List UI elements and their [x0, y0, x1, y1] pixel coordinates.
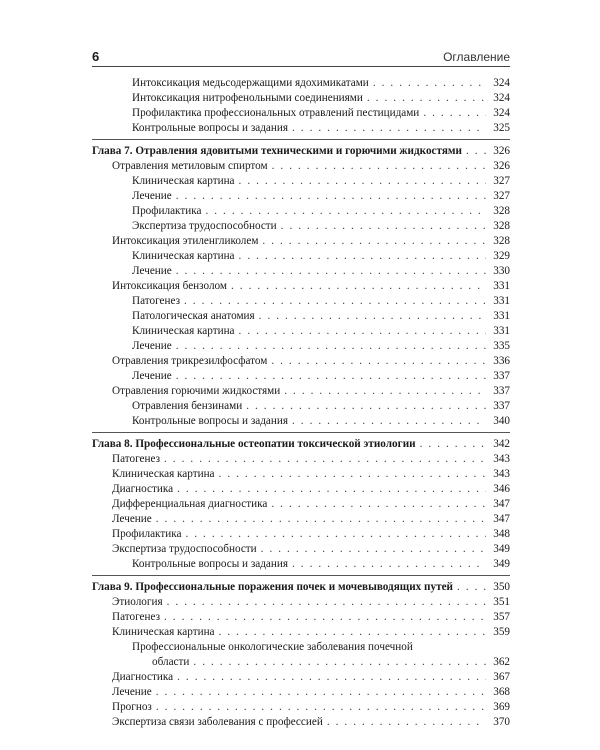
toc-entry-title: Интоксикация нитрофенольными соединениями — [132, 92, 363, 104]
toc-entry-title: Контрольные вопросы и задания — [132, 122, 288, 134]
toc-entry-title: Экспертиза трудоспособности — [112, 543, 257, 555]
toc-entry[interactable] — [92, 700, 510, 715]
toc-entry-title: Профилактика профессиональных отравлений пестицидами — [132, 107, 420, 119]
dot-leader — [271, 354, 486, 369]
toc-entry-page: 343 — [493, 468, 510, 480]
toc-entry-page: 347 — [493, 513, 510, 525]
toc-entry-title: Дифференциальная диагностика — [112, 498, 268, 510]
toc-entry-title: Этиология — [112, 596, 163, 608]
toc-entry-title: Экспертиза трудоспособности — [132, 220, 277, 232]
dot-leader — [239, 249, 486, 264]
toc-entry[interactable] — [92, 91, 510, 106]
toc-entry-page: 331 — [493, 280, 510, 292]
dot-leader — [259, 309, 486, 324]
toc-entry-page: 324 — [493, 107, 510, 119]
toc-entry[interactable] — [92, 354, 510, 369]
dot-leader — [373, 76, 486, 91]
dot-leader — [176, 264, 486, 279]
toc-entry-page: 326 — [493, 160, 510, 172]
dot-leader — [284, 384, 486, 399]
dot-leader — [367, 91, 486, 106]
toc-entry-page: 348 — [493, 528, 510, 540]
dot-leader — [272, 159, 486, 174]
toc-entry-title: Клиническая картина — [112, 626, 215, 638]
toc-chapter-heading[interactable] — [92, 580, 510, 595]
toc-entry-page: 336 — [493, 355, 510, 367]
toc-entry-page: 328 — [493, 235, 510, 247]
toc-entry[interactable] — [92, 369, 510, 384]
toc-entry[interactable] — [92, 512, 510, 527]
toc-entry[interactable] — [92, 279, 510, 294]
toc-entry-title: Лечение — [132, 340, 172, 352]
toc-entry[interactable] — [92, 715, 510, 730]
toc-entry-title: Клиническая картина — [132, 250, 235, 262]
dot-leader — [177, 482, 486, 497]
chapter-title: Глава 8. Профессиональные остеопатии токсической этиологии — [92, 438, 416, 450]
chapter-divider — [92, 139, 510, 140]
toc-entry-title: Отравления бензинами — [132, 400, 243, 412]
toc-entry[interactable] — [92, 234, 510, 249]
dot-leader — [177, 670, 486, 685]
toc-entry[interactable] — [92, 249, 510, 264]
toc-entry-title: Интоксикация бензолом — [112, 280, 227, 292]
toc-entry-title: Профессиональные онкологические заболевания почечной — [132, 641, 413, 653]
dot-leader — [292, 557, 486, 572]
toc-entry[interactable] — [92, 189, 510, 204]
toc-entry[interactable] — [92, 685, 510, 700]
toc-entry-title: Патологическая анатомия — [132, 310, 255, 322]
dot-leader — [423, 106, 486, 121]
toc-entry[interactable] — [92, 595, 510, 610]
toc-entry[interactable] — [92, 610, 510, 625]
section-title: Оглавление — [443, 50, 510, 64]
dot-leader — [262, 234, 486, 249]
toc-entry-page: 359 — [493, 626, 510, 638]
toc-entry-title: Прогноз — [112, 701, 152, 713]
dot-leader — [164, 452, 486, 467]
toc-entry-page: 346 — [493, 483, 510, 495]
toc-entry-page: 349 — [493, 558, 510, 570]
toc-entry-title: Клиническая картина — [132, 325, 235, 337]
toc-entry-title: Патогенез — [112, 453, 161, 465]
dot-leader — [167, 595, 486, 610]
toc-entry-page: 324 — [493, 77, 510, 89]
header-rule — [92, 66, 510, 67]
toc-entry-page: 327 — [493, 175, 510, 187]
dot-leader — [156, 685, 486, 700]
toc-entry-page: 342 — [493, 438, 510, 450]
toc-entry[interactable] — [92, 219, 510, 234]
toc-entry-title: Отравления горючими жидкостями — [112, 385, 281, 397]
dot-leader — [292, 414, 486, 429]
toc-entry[interactable] — [92, 670, 510, 685]
toc-entry-title: Контрольные вопросы и задания — [132, 415, 288, 427]
toc-entry-title: Экспертиза связи заболевания с профессией — [112, 716, 323, 728]
toc-entry[interactable] — [92, 399, 510, 414]
toc-entry[interactable] — [92, 384, 510, 399]
dot-leader — [184, 294, 486, 309]
toc-entry-page: 351 — [493, 596, 510, 608]
table-of-contents — [92, 76, 510, 730]
toc-entry-title: Клиническая картина — [132, 175, 235, 187]
dot-leader — [271, 497, 486, 512]
toc-entry-page: 369 — [493, 701, 510, 713]
toc-entry-title: Профилактика — [132, 205, 202, 217]
toc-entry[interactable] — [92, 159, 510, 174]
toc-chapter-heading[interactable] — [92, 144, 510, 159]
toc-entry-title: Диагностика — [112, 671, 174, 683]
dot-leader — [156, 512, 486, 527]
dot-leader — [176, 339, 486, 354]
toc-entry-page: 347 — [493, 498, 510, 510]
toc-entry-page: 324 — [493, 92, 510, 104]
toc-entry[interactable] — [92, 482, 510, 497]
chapter-divider — [92, 432, 510, 433]
dot-leader — [185, 527, 486, 542]
toc-entry[interactable] — [92, 542, 510, 557]
running-head — [92, 46, 510, 64]
dot-leader — [466, 144, 486, 159]
toc-entry-title: Отравления метиловым спиртом — [112, 160, 268, 172]
toc-entry[interactable] — [92, 76, 510, 91]
toc-entry-continuation[interactable] — [92, 655, 510, 670]
toc-entry-page: 331 — [493, 325, 510, 337]
toc-entry[interactable] — [92, 625, 510, 640]
toc-entry[interactable] — [92, 264, 510, 279]
toc-entry-page: 370 — [493, 716, 510, 728]
toc-entry-title: Патогенез — [132, 295, 181, 307]
chapter-divider — [92, 575, 510, 576]
toc-entry-page: 368 — [493, 686, 510, 698]
toc-entry[interactable] — [92, 497, 510, 512]
toc-entry[interactable] — [92, 324, 510, 339]
toc-entry-title: Лечение — [112, 513, 152, 525]
dot-leader — [292, 121, 486, 136]
toc-entry-title-continued: области — [152, 656, 190, 668]
dot-leader — [457, 580, 486, 595]
dot-leader — [246, 399, 486, 414]
dot-leader — [261, 542, 486, 557]
toc-entry-page: 337 — [493, 370, 510, 382]
toc-entry-page: 329 — [493, 250, 510, 262]
page-number: 6 — [92, 49, 100, 64]
toc-entry[interactable] — [92, 339, 510, 354]
dot-leader — [420, 437, 486, 452]
toc-entry-page: 331 — [493, 310, 510, 322]
toc-entry-page: 337 — [493, 385, 510, 397]
dot-leader — [239, 174, 486, 189]
toc-entry-title: Клиническая картина — [112, 468, 215, 480]
toc-entry[interactable] — [92, 527, 510, 542]
toc-entry-page: 331 — [493, 295, 510, 307]
dot-leader — [219, 467, 486, 482]
toc-entry-page: 337 — [493, 400, 510, 412]
toc-entry-title: Лечение — [112, 686, 152, 698]
toc-entry-page: 349 — [493, 543, 510, 555]
dot-leader — [205, 204, 486, 219]
toc-entry-title: Диагностика — [112, 483, 174, 495]
toc-entry[interactable] — [92, 452, 510, 467]
toc-entry[interactable] — [92, 294, 510, 309]
toc-entry-page: 343 — [493, 453, 510, 465]
toc-entry[interactable] — [92, 204, 510, 219]
toc-entry-page: 357 — [493, 611, 510, 623]
toc-chapter-heading[interactable] — [92, 437, 510, 452]
toc-entry-page: 335 — [493, 340, 510, 352]
toc-entry-page: 350 — [493, 581, 510, 593]
dot-leader — [176, 189, 486, 204]
toc-entry-title: Лечение — [132, 190, 172, 202]
toc-entry-title: Лечение — [132, 370, 172, 382]
toc-entry-page: 326 — [493, 145, 510, 157]
toc-entry[interactable] — [92, 414, 510, 429]
chapter-title: Глава 9. Профессиональные поражения почек и мочевыводящих путей — [92, 581, 453, 593]
toc-entry-title: Отравления трикрезилфосфатом — [112, 355, 268, 367]
toc-entry-page: 340 — [493, 415, 510, 427]
toc-entry[interactable] — [92, 467, 510, 482]
dot-leader — [281, 219, 486, 234]
chapter-title: Глава 7. Отравления ядовитыми техническими и горючими жидкостями — [92, 145, 462, 157]
toc-entry-title: Патогенез — [112, 611, 161, 623]
dot-leader — [231, 279, 486, 294]
toc-entry[interactable] — [92, 121, 510, 136]
toc-entry[interactable] — [92, 309, 510, 324]
toc-entry-page: 328 — [493, 205, 510, 217]
dot-leader — [239, 324, 486, 339]
dot-leader — [156, 700, 486, 715]
toc-entry-page: 328 — [493, 220, 510, 232]
toc-entry[interactable] — [92, 106, 510, 121]
toc-entry[interactable] — [92, 640, 510, 655]
toc-entry-title: Профилактика — [112, 528, 182, 540]
toc-entry-page: 367 — [493, 671, 510, 683]
toc-entry-page: 325 — [493, 122, 510, 134]
dot-leader — [219, 625, 486, 640]
dot-leader — [327, 715, 486, 730]
toc-entry-page: 362 — [493, 656, 510, 668]
toc-entry-page: 327 — [493, 190, 510, 202]
toc-entry-title: Интоксикация медьсодержащими ядохимикатами — [132, 77, 369, 89]
toc-entry-title: Контрольные вопросы и задания — [132, 558, 288, 570]
dot-leader — [176, 369, 486, 384]
dot-leader — [193, 655, 486, 670]
dot-leader — [164, 610, 486, 625]
toc-entry-title: Лечение — [132, 265, 172, 277]
toc-entry-title: Интоксикация этиленгликолем — [112, 235, 259, 247]
toc-entry[interactable] — [92, 557, 510, 572]
toc-entry-page: 330 — [493, 265, 510, 277]
toc-entry[interactable] — [92, 174, 510, 189]
